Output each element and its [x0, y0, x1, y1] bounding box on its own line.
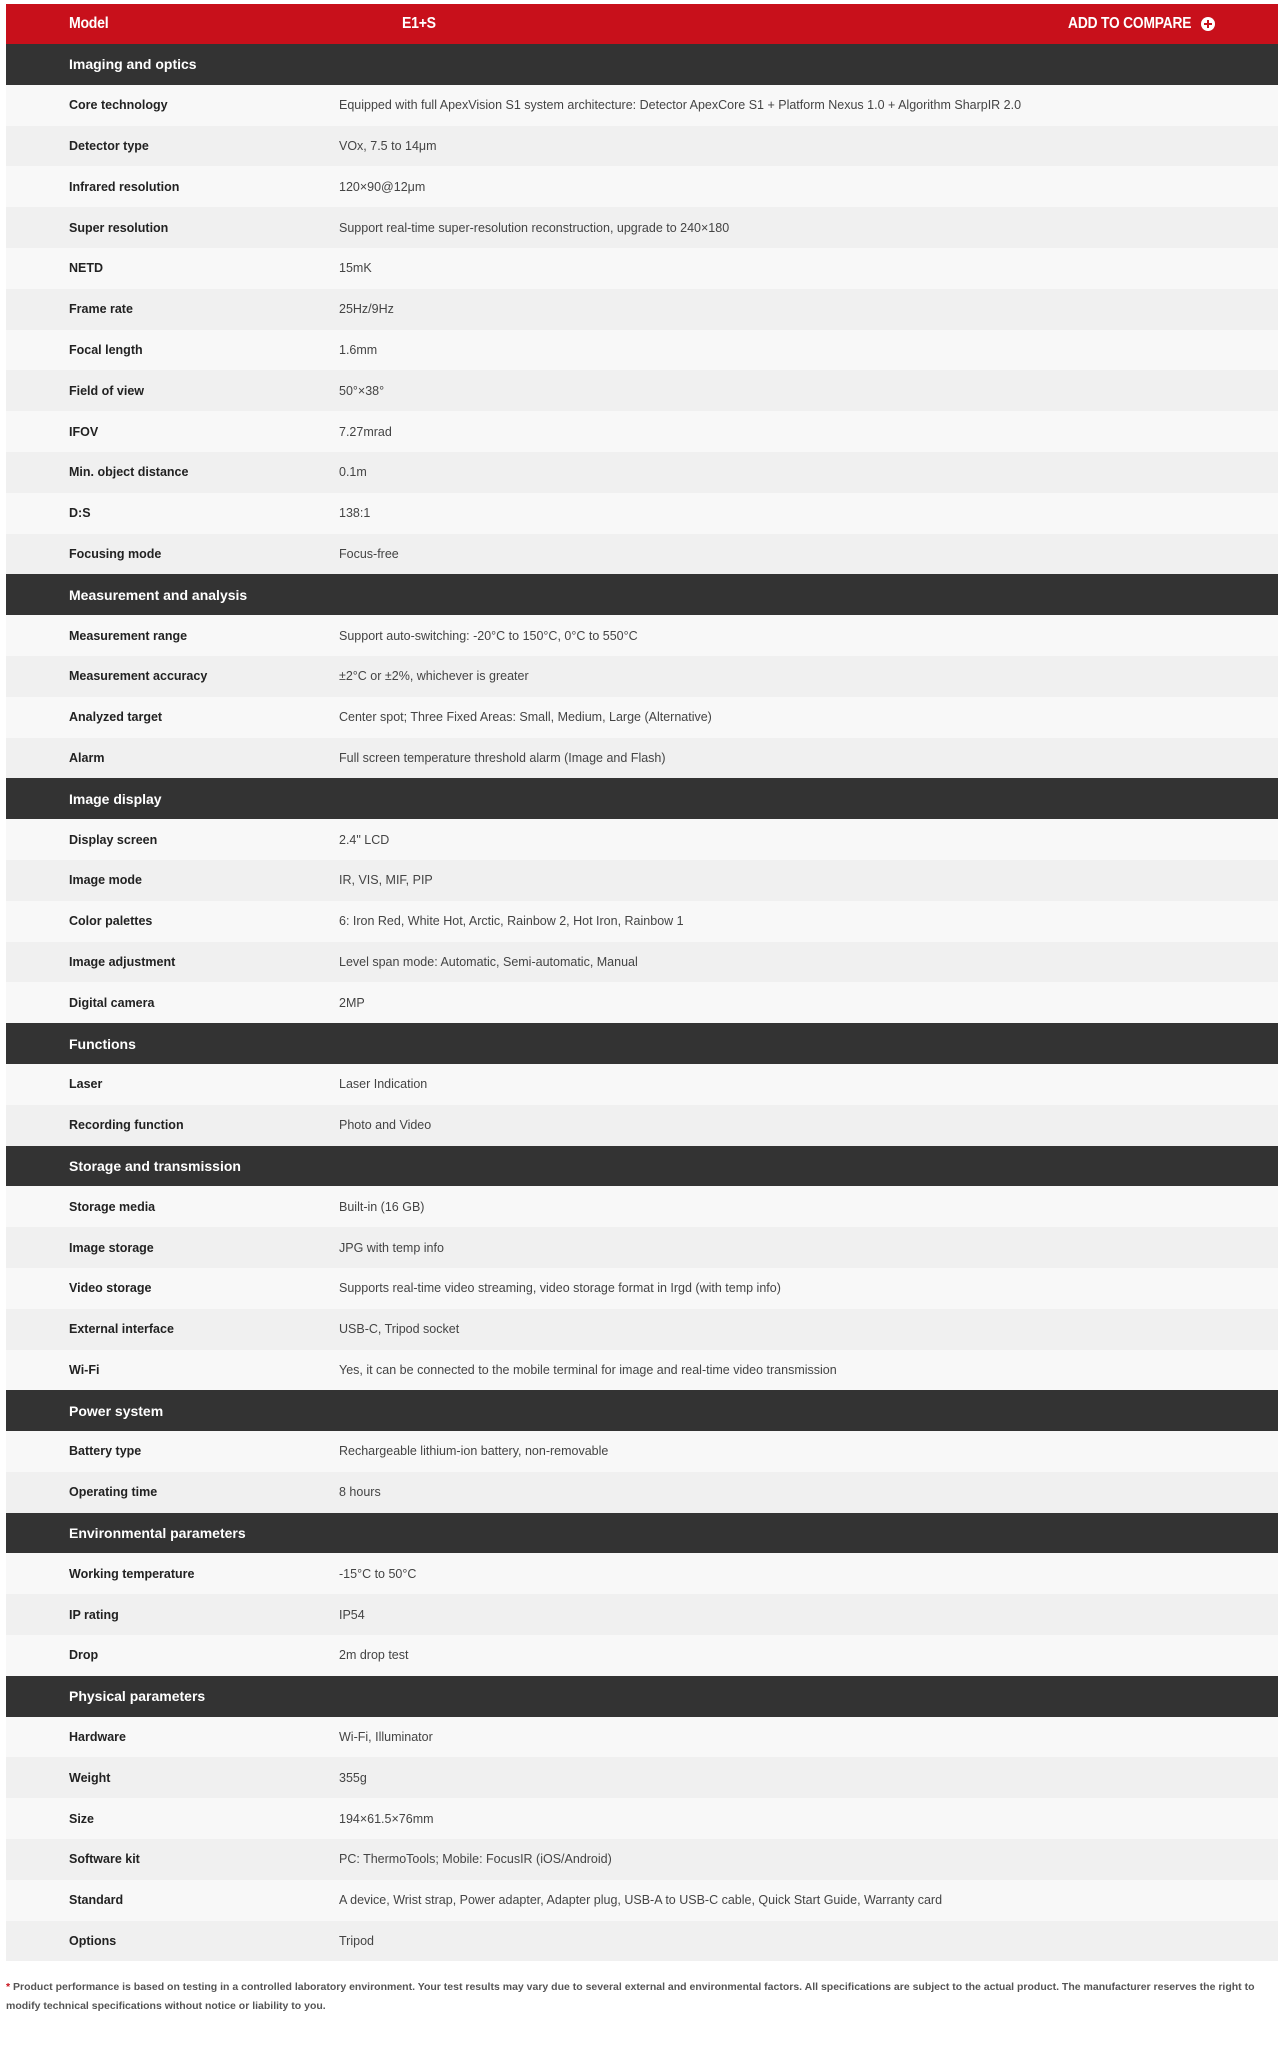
spec-label: Focal length — [69, 342, 143, 357]
spec-label: Measurement accuracy — [69, 669, 208, 684]
spec-label: Laser — [69, 1077, 103, 1092]
product-name: E1+S — [402, 15, 436, 32]
spec-value: 194×61.5×76mm — [339, 1811, 434, 1826]
section-rows — [6, 1064, 1278, 1146]
spec-label: Software kit — [69, 1852, 140, 1867]
spec-value: Supports real-time video streaming, video storage format in Irgd (with temp info) — [339, 1281, 781, 1296]
section-title: Functions — [69, 1035, 136, 1052]
section-rows — [6, 615, 1278, 778]
table-row — [6, 982, 1278, 1023]
plus-circle-icon — [1201, 17, 1215, 31]
section-rows — [6, 1553, 1278, 1675]
disclaimer-asterisk: * — [6, 1981, 11, 1993]
section-title: Physical parameters — [69, 1688, 206, 1705]
spec-label: Field of view — [69, 383, 145, 398]
section-header — [6, 1023, 1278, 1064]
table-row — [6, 1594, 1278, 1635]
spec-value: 7.27mrad — [339, 424, 392, 439]
table-row — [6, 1635, 1278, 1676]
spec-label: Detector type — [69, 138, 149, 153]
spec-value: Level span mode: Automatic, Semi-automatic, Manual — [339, 954, 638, 969]
table-row — [6, 1105, 1278, 1146]
spec-label: Size — [69, 1811, 95, 1826]
section-rows — [6, 85, 1278, 575]
spec-value: 2m drop test — [339, 1648, 409, 1663]
table-row — [6, 1839, 1278, 1880]
spec-label: Wi-Fi — [69, 1362, 100, 1377]
spec-label: Alarm — [69, 750, 105, 765]
spec-value: Built-in (16 GB) — [339, 1199, 425, 1214]
table-row — [6, 1472, 1278, 1513]
disclaimer-note — [6, 1978, 1276, 2016]
table-row — [6, 901, 1278, 942]
spec-value: JPG with temp info — [339, 1240, 444, 1255]
spec-label: Storage media — [69, 1199, 156, 1214]
section-title: Imaging and optics — [69, 56, 197, 73]
table-row — [6, 860, 1278, 901]
table-row — [6, 207, 1278, 248]
section-header — [6, 1513, 1278, 1554]
spec-label: Analyzed target — [69, 710, 163, 725]
spec-value: VOx, 7.5 to 14μm — [339, 138, 437, 153]
spec-section — [6, 778, 1278, 1023]
table-row — [6, 1921, 1278, 1962]
spec-value: Full screen temperature threshold alarm (Image and Flash) — [339, 750, 666, 765]
spec-label: Drop — [69, 1648, 99, 1663]
section-rows — [6, 819, 1278, 1023]
spec-value: PC: ThermoTools; Mobile: FocusIR (iOS/Android) — [339, 1852, 612, 1867]
spec-value: Focus-free — [339, 546, 399, 561]
spec-label: Video storage — [69, 1281, 152, 1296]
spec-section — [6, 1146, 1278, 1391]
spec-value: 25Hz/9Hz — [339, 302, 394, 317]
spec-value: Laser Indication — [339, 1077, 428, 1092]
table-row — [6, 819, 1278, 860]
spec-label: Standard — [69, 1893, 124, 1908]
section-rows — [6, 1431, 1278, 1513]
spec-value: Support auto-switching: -20°C to 150°C, 0°C to 550°C — [339, 628, 638, 643]
table-row — [6, 656, 1278, 697]
spec-section — [6, 574, 1278, 778]
spec-section — [6, 44, 1278, 574]
spec-label: Image mode — [69, 873, 142, 888]
spec-value: Center spot; Three Fixed Areas: Small, Medium, Large (Alternative) — [339, 710, 712, 725]
spec-value: USB-C, Tripod socket — [339, 1322, 460, 1337]
spec-label: Focusing mode — [69, 546, 162, 561]
spec-value: IP54 — [339, 1607, 365, 1622]
table-row — [6, 370, 1278, 411]
spec-label: Super resolution — [69, 220, 169, 235]
spec-table — [6, 4, 1278, 1961]
spec-value: Rechargeable lithium-ion battery, non-removable — [339, 1444, 609, 1459]
table-row — [6, 615, 1278, 656]
section-header — [6, 1146, 1278, 1187]
section-header — [6, 574, 1278, 615]
spec-label: IFOV — [69, 424, 99, 439]
spec-value: 138:1 — [339, 506, 371, 521]
spec-value: A device, Wrist strap, Power adapter, Adapter plug, USB-A to USB-C cable, Quick Start Guide, Warranty card — [339, 1893, 943, 1908]
spec-label: Infrared resolution — [69, 179, 180, 194]
table-row — [6, 1553, 1278, 1594]
spec-value: Tripod — [339, 1934, 374, 1949]
table-row — [6, 85, 1278, 126]
spec-value: Photo and Video — [339, 1118, 432, 1133]
spec-label: Working temperature — [69, 1566, 195, 1581]
spec-section — [6, 1513, 1278, 1676]
table-row — [6, 289, 1278, 330]
model-column-label: Model — [69, 15, 109, 32]
section-rows — [6, 1717, 1278, 1962]
spec-label: Hardware — [69, 1730, 126, 1745]
spec-section — [6, 1390, 1278, 1512]
spec-label: Image adjustment — [69, 954, 176, 969]
spec-label: Color palettes — [69, 914, 153, 929]
table-row — [6, 534, 1278, 575]
table-row — [6, 1186, 1278, 1227]
table-header — [6, 4, 1278, 44]
table-row — [6, 1431, 1278, 1472]
table-row — [6, 942, 1278, 983]
spec-value: 355g — [339, 1770, 367, 1785]
add-to-compare-button[interactable] — [1048, 15, 1215, 33]
section-title: Power system — [69, 1402, 164, 1419]
spec-sections — [6, 44, 1278, 1961]
spec-value: Support real-time super-resolution reconstruction, upgrade to 240×180 — [339, 220, 730, 235]
table-row — [6, 411, 1278, 452]
spec-value: IR, VIS, MIF, PIP — [339, 873, 433, 888]
table-row — [6, 1757, 1278, 1798]
spec-value: Wi-Fi, Illuminator — [339, 1730, 433, 1745]
section-rows — [6, 1186, 1278, 1390]
table-row — [6, 1268, 1278, 1309]
section-header — [6, 1390, 1278, 1431]
spec-value: 120×90@12μm — [339, 179, 426, 194]
spec-value: -15°C to 50°C — [339, 1566, 417, 1581]
table-row — [6, 1227, 1278, 1268]
table-row — [6, 1880, 1278, 1921]
spec-value: 2MP — [339, 995, 365, 1010]
spec-label: Digital camera — [69, 995, 155, 1010]
spec-value: Equipped with full ApexVision S1 system architecture: Detector ApexCore S1 + Platform Nexus 1.0 + Algorithm SharpIR 2.0 — [339, 98, 1022, 113]
spec-value: 50°×38° — [339, 383, 385, 398]
spec-value: 0.1m — [339, 465, 367, 480]
section-header — [6, 778, 1278, 819]
table-row — [6, 1309, 1278, 1350]
table-row — [6, 330, 1278, 371]
section-title: Measurement and analysis — [69, 586, 248, 603]
spec-label: Measurement range — [69, 628, 188, 643]
table-row — [6, 1064, 1278, 1105]
spec-label: Options — [69, 1934, 117, 1949]
spec-section — [6, 1676, 1278, 1962]
spec-label: D:S — [69, 506, 91, 521]
spec-label: IP rating — [69, 1607, 119, 1622]
spec-label: NETD — [69, 261, 104, 276]
spec-label: Core technology — [69, 98, 168, 113]
spec-label: Recording function — [69, 1118, 184, 1133]
add-to-compare-label: ADD TO COMPARE — [1067, 15, 1191, 32]
table-row — [6, 1798, 1278, 1839]
spec-label: Display screen — [69, 832, 158, 847]
section-header — [6, 44, 1278, 85]
spec-value: 8 hours — [339, 1485, 381, 1500]
spec-value: 15mK — [339, 261, 372, 276]
section-title: Storage and transmission — [69, 1157, 241, 1174]
spec-label: Operating time — [69, 1485, 158, 1500]
spec-value: 2.4" LCD — [339, 832, 390, 847]
spec-value: 6: Iron Red, White Hot, Arctic, Rainbow 2, Hot Iron, Rainbow 1 — [339, 914, 684, 929]
spec-label: Image storage — [69, 1240, 154, 1255]
section-title: Environmental parameters — [69, 1525, 246, 1542]
table-row — [6, 452, 1278, 493]
spec-value: ±2°C or ±2%, whichever is greater — [339, 669, 529, 684]
section-title: Image display — [69, 790, 162, 807]
spec-section — [6, 1023, 1278, 1145]
table-row — [6, 1717, 1278, 1758]
disclaimer-text: Product performance is based on testing in a controlled laboratory environment. Your test results may vary due to several external and environmental factors. All specifications are subject to the actual product. The manufacturer reserves the right to modify technical specifications without notice or liability to you. — [6, 1981, 1255, 2012]
spec-label: Battery type — [69, 1444, 142, 1459]
table-row — [6, 697, 1278, 738]
spec-value: 1.6mm — [339, 342, 378, 357]
spec-label: Frame rate — [69, 302, 133, 317]
table-row — [6, 738, 1278, 779]
section-header — [6, 1676, 1278, 1717]
spec-label: External interface — [69, 1322, 174, 1337]
table-row — [6, 1350, 1278, 1391]
spec-value: Yes, it can be connected to the mobile terminal for image and real-time video transmission — [339, 1362, 837, 1377]
table-row — [6, 248, 1278, 289]
table-row — [6, 126, 1278, 167]
table-row — [6, 493, 1278, 534]
spec-label: Weight — [69, 1770, 111, 1785]
table-row — [6, 166, 1278, 207]
spec-label: Min. object distance — [69, 465, 189, 480]
